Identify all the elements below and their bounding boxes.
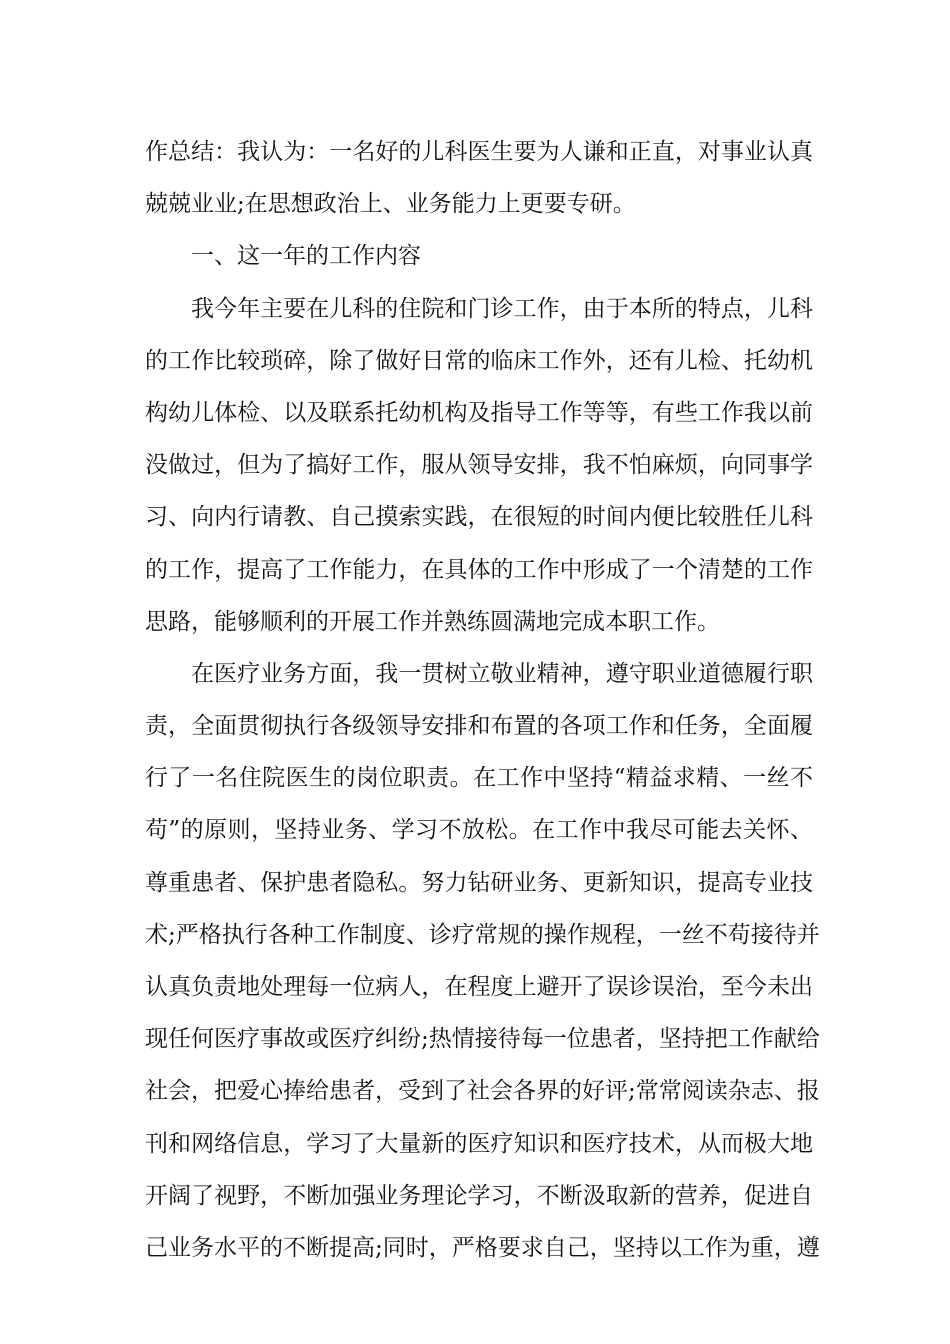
paragraph-line: 现任何医疗事故或医疗纠纷;热情接待每一位患者，坚持把工作献给 <box>145 1026 820 1053</box>
paragraph-line: 行了一名住院医生的岗位职责。在工作中坚持“精益求精、一丝不 <box>145 765 813 792</box>
paragraph-line: 己业务水平的不断提高;同时，严格要求自己，坚持以工作为重，遵 <box>145 1234 820 1261</box>
paragraph-line: 责，全面贯彻执行各级领导安排和布置的各项工作和任务，全面履 <box>145 713 813 740</box>
paragraph-line: 社会，把爱心捧给患者，受到了社会各界的好评;常常阅读杂志、报 <box>145 1078 820 1105</box>
paragraph-line: 构幼儿体检、以及联系托幼机构及指导工作等等，有些工作我以前 <box>145 399 813 426</box>
paragraph-line: 习、向内行请教、自己摸索实践，在很短的时间内便比较胜任儿科 <box>145 504 813 531</box>
paragraph-line: 作总结：我认为：一名好的儿科医生要为人谦和正直，对事业认真 <box>145 139 813 165</box>
paragraph-line: 的工作比较琐碎，除了做好日常的临床工作外，还有儿检、托幼机 <box>145 347 813 374</box>
section-heading: 一、这一年的工作内容 <box>191 243 421 270</box>
document-body <box>145 126 820 1274</box>
paragraph-line: 我今年主要在儿科的住院和门诊工作，由于本所的特点，儿科 <box>191 295 813 322</box>
paragraph-line: 苟”的原则，坚持业务、学习不放松。在工作中我尽可能去关怀、 <box>145 817 813 844</box>
paragraph-line: 认真负责地处理每一位病人，在程度上避开了误诊误治，至今未出 <box>145 974 813 1000</box>
paragraph-line: 术;严格执行各种工作制度、诊疗常规的操作规程，一丝不苟接待并 <box>145 921 820 948</box>
paragraph-line: 刊和网络信息，学习了大量新的医疗知识和医疗技术，从而极大地 <box>145 1130 813 1157</box>
paragraph-line: 开阔了视野，不断加强业务理论学习，不断汲取新的营养，促进自 <box>145 1182 813 1209</box>
paragraph-line: 的工作，提高了工作能力，在具体的工作中形成了一个清楚的工作 <box>145 556 813 583</box>
paragraph-line: 尊重患者、保护患者隐私。努力钻研业务、更新知识，提高专业技 <box>145 869 813 896</box>
paragraph-line: 在医疗业务方面，我一贯树立敬业精神，遵守职业道德履行职 <box>191 660 813 687</box>
paragraph-line: 没做过，但为了搞好工作，服从领导安排，我不怕麻烦，向同事学 <box>145 452 813 479</box>
paragraph-line: 兢兢业业;在思想政治上、业务能力上更要专研。 <box>145 191 636 218</box>
paragraph-line: 思路，能够顺利的开展工作并熟练圆满地完成本职工作。 <box>145 608 720 635</box>
